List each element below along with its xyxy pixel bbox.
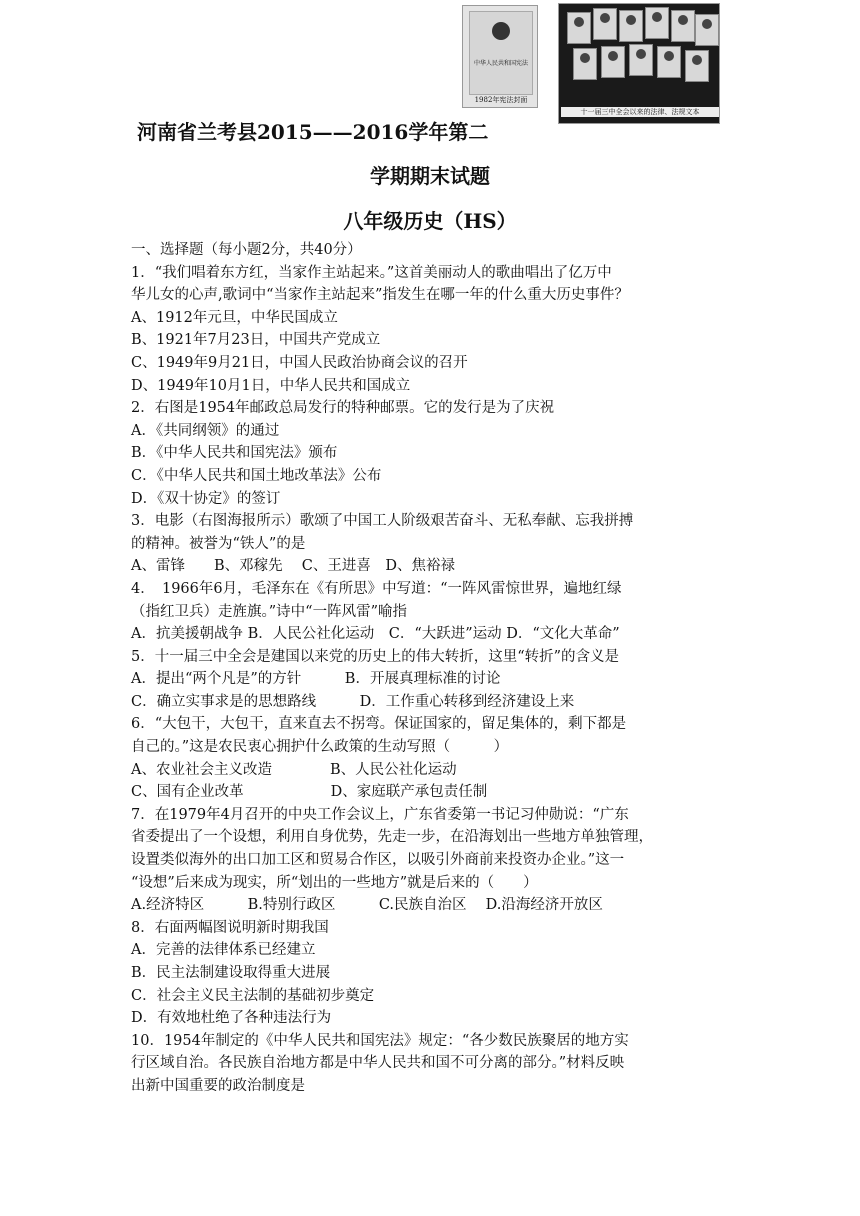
question-text-line: 10．1954年制定的《中华人民共和国宪法》规定：“各少数民族聚居的地方实 <box>131 1032 629 1049</box>
exam-questions <box>131 239 731 1098</box>
question-text-line: A．《共同纲领》的通过 <box>131 422 280 439</box>
question-text-line: B．民主法制建设取得重大进展 <box>131 965 331 981</box>
question-text-line: A、农业社会主义改造 B、人民公社化运动 <box>131 761 457 778</box>
question-text-line: 设置类似海外的出口加工区和贸易合作区，以吸引外商前来投资办企业。”这一 <box>131 852 625 869</box>
question-text-line: C．社会主义民主法制的基础初步奠定 <box>131 987 375 1004</box>
book-icon <box>657 46 681 78</box>
photo-caption: 1982年宪法封面 <box>474 96 528 104</box>
question-text-line: 4． 1966年6月，毛泽东在《有所思》中写道：“一阵风雷惊世界，遍地红绿 <box>131 580 622 597</box>
question-text-line: 5．十一届三中全会是建国以来党的历史上的伟大转折，这里“转折”的含义是 <box>131 648 620 665</box>
question-text-line: （指红卫兵）走旌旗。”诗中“一阵风雷”喻指 <box>131 603 407 620</box>
book-icon <box>619 10 643 42</box>
exam-title-line2: 学期期末试题 <box>370 164 490 188</box>
question-text-line: C、1949年9月21日，中国人民政治协商会议的召开 <box>131 354 468 371</box>
book-icon <box>695 14 719 46</box>
law-books-photo <box>558 3 720 124</box>
question-text-line: A.经济特区 B.特别行政区 C.民族自治区 D.沿海经济开放区 <box>131 897 603 914</box>
question-text-line: 3．电影（右图海报所示）歌颂了中国工人阶级艰苦奋斗、无私奉献、忘我拼搏 <box>131 513 634 530</box>
question-text-line: 华儿女的心声,歌词中“当家作主站起来”指发生在哪一年的什么重大历史事件？ <box>131 287 629 304</box>
book-icon <box>567 12 591 44</box>
question-text-line: D．有效地杜绝了各种违法行为 <box>131 1010 332 1027</box>
exam-title-line1: 河南省兰考县2015——2016学年第二 <box>137 120 489 144</box>
question-text-line: A．抗美援朝战争 B．人民公社化运动 C．“大跃进”运动 D．“文化大革命” <box>131 626 620 643</box>
book-icon <box>593 8 617 40</box>
question-text-line: B．《中华人民共和国宪法》颁布 <box>131 445 338 462</box>
question-text-line: D、1949年10月1日，中华人民共和国成立 <box>131 377 411 394</box>
question-text-line: 的精神。被誉为“铁人”的是 <box>131 535 306 552</box>
book-icon <box>685 50 709 82</box>
question-text-line: 一、选择题（每小题2分，共40分） <box>131 242 362 258</box>
book-icon <box>645 7 669 39</box>
question-text-line: “设想”后来成为现实，所“划出的一些地方”就是后来的（ ） <box>131 874 538 891</box>
exam-subject-title: 八年级历史（HS） <box>343 209 517 233</box>
question-text-line: 7．在1979年4月召开的中央工作会议上，广东省委第一书记习仲勋说：“广东 <box>131 806 629 823</box>
photo-caption: 十一届三中全会以来的法律、法规文本 <box>561 107 719 117</box>
book-icon <box>629 44 653 76</box>
question-text-line: 自己的。”这是农民衷心拥护什么政策的生动写照（ ） <box>131 739 509 756</box>
question-text-line: 8．右面两幅图说明新时期我国 <box>131 919 329 936</box>
question-text-line: 行区域自治。各民族自治地方都是中华人民共和国不可分离的部分。”材料反映 <box>131 1055 625 1072</box>
book-icon <box>671 10 695 42</box>
question-text-line: C．《中华人民共和国土地改革法》公布 <box>131 467 382 484</box>
question-text-line: A．完善的法律体系已经建立 <box>131 942 316 959</box>
question-text-line: C、国有企业改革 D、家庭联产承包责任制 <box>131 784 488 801</box>
question-text-line: 1．“我们唱着东方红，当家作主站起来。”这首美丽动人的歌曲唱出了亿万中 <box>131 264 612 281</box>
question-text-line: 2．右图是1954年邮政总局发行的特种邮票。它的发行是为了庆祝 <box>131 400 555 417</box>
question-text-line: A、雷锋 B、邓稼先 C、王进喜 D、焦裕禄 <box>131 558 455 575</box>
book-cover <box>469 11 533 95</box>
question-text-line: C．确立实事求是的思想路线 D．工作重心转移到经济建设上来 <box>131 693 575 710</box>
question-text-line: B、1921年7月23日，中国共产党成立 <box>131 332 381 349</box>
question-text-line: A、1912年元旦，中华民国成立 <box>131 309 338 326</box>
book-icon <box>573 48 597 80</box>
question-text-line: 省委提出了一个设想，利用自身优势，先走一步，在沿海划出一些地方单独管理， <box>131 829 653 846</box>
question-text-line: 出新中国重要的政治制度是 <box>131 1077 305 1094</box>
question-text-line: D．《双十协定》的签订 <box>131 490 281 507</box>
national-emblem-icon <box>492 22 510 40</box>
constitution-cover-photo <box>462 5 538 108</box>
book-icon <box>601 46 625 78</box>
cover-title: 中华人民共和国宪法 <box>474 60 529 67</box>
question-text-line: A．提出“两个凡是”的方针 B．开展真理标准的讨论 <box>131 671 501 688</box>
question-text-line: 6．“大包干，大包干，直来直去不拐弯。保证国家的，留足集体的，剩下都是 <box>131 716 627 733</box>
